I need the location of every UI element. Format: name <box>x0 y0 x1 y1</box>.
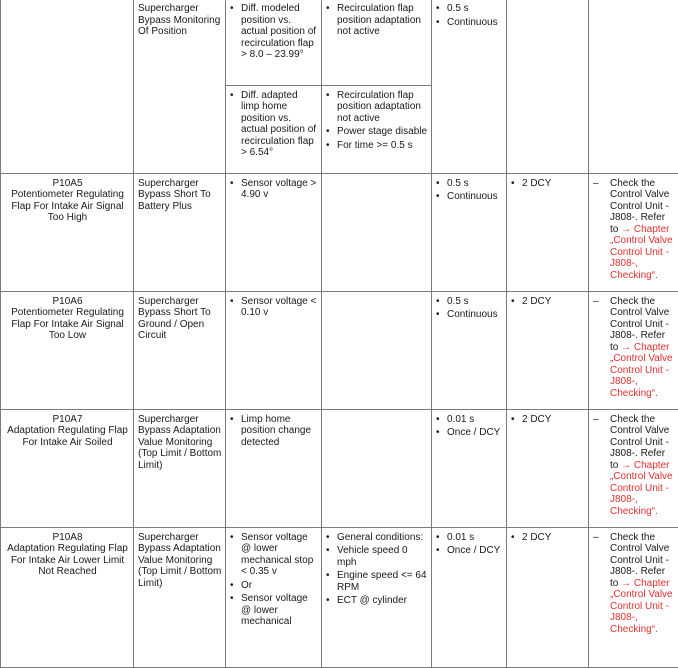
list-item: • Once / DCY <box>436 545 503 557</box>
dtc-name: Potentiometer Regulating Flap For Intake Air Signal Too High <box>5 189 130 224</box>
condition-cell <box>226 291 322 409</box>
action-cell <box>589 0 678 173</box>
mil-cell <box>507 527 589 667</box>
dash-mark: – <box>593 414 599 426</box>
chapter-link[interactable]: → Chapter „Control Valve Control Unit - J808-, Checking“. <box>610 578 673 635</box>
list-item: • Or <box>230 580 318 592</box>
monitoring-cell: Supercharger Bypass Adaptation Value Monitoring (Top Limit / Bottom Limit) <box>134 409 226 527</box>
list-item: • Power stage disable <box>326 126 428 138</box>
dtc-code: P10A5 <box>5 178 130 190</box>
chapter-link[interactable]: → Chapter „Control Valve Control Unit - J808-, Checking“. <box>610 224 673 281</box>
condition-cell <box>226 85 322 173</box>
enable-cell <box>322 527 432 667</box>
table-row <box>1 527 678 667</box>
enable-cell <box>322 173 432 291</box>
mil-cell <box>507 0 589 173</box>
enable-cell <box>322 85 432 173</box>
table-row <box>1 0 678 85</box>
mil-cell <box>507 291 589 409</box>
dtc-name: Potentiometer Regulating Flap For Intake Air Signal Too Low <box>5 307 130 342</box>
list-item: • 0.01 s <box>436 414 503 426</box>
time-cell <box>432 527 507 667</box>
list-item: • Sensor voltage @ lower mechanical <box>230 593 318 628</box>
time-cell <box>432 173 507 291</box>
list-item: • Engine speed <= 64 RPM <box>326 570 428 593</box>
action-cell <box>589 409 678 527</box>
enable-cell <box>322 291 432 409</box>
monitoring-cell: Supercharger Bypass Adaptation Value Monitoring (Top Limit / Bottom Limit) <box>134 527 226 667</box>
list-item: • Vehicle speed 0 mph <box>326 545 428 568</box>
list-item: • 2 DCY <box>511 296 585 308</box>
list-item: • Sensor voltage < 0.10 v <box>230 296 318 319</box>
action-text: Check the Control Valve Control Unit -J808-. Refer to <box>610 178 669 235</box>
mil-cell <box>507 409 589 527</box>
dtc-code: P10A7 <box>5 414 130 426</box>
list-item: • Continuous <box>436 309 503 321</box>
chapter-link[interactable]: → Chapter „Control Valve Control Unit - J808-, Checking“. <box>610 460 673 517</box>
list-item: • 2 DCY <box>511 178 585 190</box>
dtc-code-cell <box>1 173 134 291</box>
monitoring-cell: Supercharger Bypass Short To Battery Plus <box>134 173 226 291</box>
time-cell <box>432 291 507 409</box>
list-item: • Sensor voltage > 4.90 v <box>230 178 318 201</box>
dash-mark: – <box>593 532 599 544</box>
condition-cell <box>226 527 322 667</box>
table-row <box>1 173 678 291</box>
dtc-name: Adaptation Regulating Flap For Intake Air Lower Limit Not Reached <box>5 543 130 578</box>
enable-cell <box>322 0 432 85</box>
monitoring-cell: Supercharger Bypass Short To Ground / Open Circuit <box>134 291 226 409</box>
enable-cell <box>322 409 432 527</box>
dtc-code: P10A6 <box>5 296 130 308</box>
list-item: • Diff. adapted limp home position vs. actual position of recirculation flap > 6.54° <box>230 90 318 159</box>
list-item: • 0.5 s <box>436 3 503 15</box>
dash-mark: – <box>593 178 599 190</box>
action-text: Check the Control Valve Control Unit - J808-. Refer to <box>610 296 669 353</box>
dtc-name: Adaptation Regulating Flap For Intake Air Soiled <box>5 425 130 448</box>
list-item: • Recirculation flap position adaptation not active <box>326 90 428 125</box>
action-cell <box>589 527 678 667</box>
time-cell <box>432 0 507 173</box>
list-item: • Recirculation flap position adaptation not active <box>326 3 428 38</box>
condition-cell <box>226 173 322 291</box>
list-item: • 0.5 s <box>436 178 503 190</box>
list-item: • Once / DCY <box>436 427 503 439</box>
dtc-code: P10A8 <box>5 532 130 544</box>
list-item: • Continuous <box>436 191 503 203</box>
mil-cell <box>507 173 589 291</box>
time-cell <box>432 409 507 527</box>
list-item: • Diff. modeled position vs. actual position of recirculation flap > 8.0 – 23.99° <box>230 3 318 61</box>
dtc-code-cell <box>1 527 134 667</box>
list-item: • Sensor voltage @ lower mechanical stop < 0.35 v <box>230 532 318 578</box>
table-row <box>1 409 678 527</box>
monitoring-cell: Supercharger Bypass Monitoring Of Position <box>134 0 226 173</box>
dtc-code-cell <box>1 409 134 527</box>
list-item: • General conditions: <box>326 532 428 544</box>
dtc-code-cell <box>1 0 134 173</box>
list-item: • ECT @ cylinder <box>326 595 428 607</box>
list-item: • 0.01 s <box>436 532 503 544</box>
list-item: • For time >= 0.5 s <box>326 140 428 152</box>
action-text: Check the Control Valve Control Unit - J808-. Refer to <box>610 532 669 589</box>
action-cell <box>589 173 678 291</box>
list-item: • 2 DCY <box>511 414 585 426</box>
chapter-link[interactable]: → Chapter „Control Valve Control Unit - J808-, Checking“. <box>610 342 673 399</box>
action-cell <box>589 291 678 409</box>
dash-mark: – <box>593 296 599 308</box>
dtc-code-cell <box>1 291 134 409</box>
list-item: • 0.5 s <box>436 296 503 308</box>
condition-cell <box>226 0 322 85</box>
list-item: • 2 DCY <box>511 532 585 544</box>
condition-cell <box>226 409 322 527</box>
list-item: • Limp home position change detected <box>230 414 318 449</box>
list-item: • Continuous <box>436 17 503 29</box>
table-row <box>1 291 678 409</box>
action-text: Check the Control Valve Control Unit - J808-. Refer to <box>610 414 669 471</box>
